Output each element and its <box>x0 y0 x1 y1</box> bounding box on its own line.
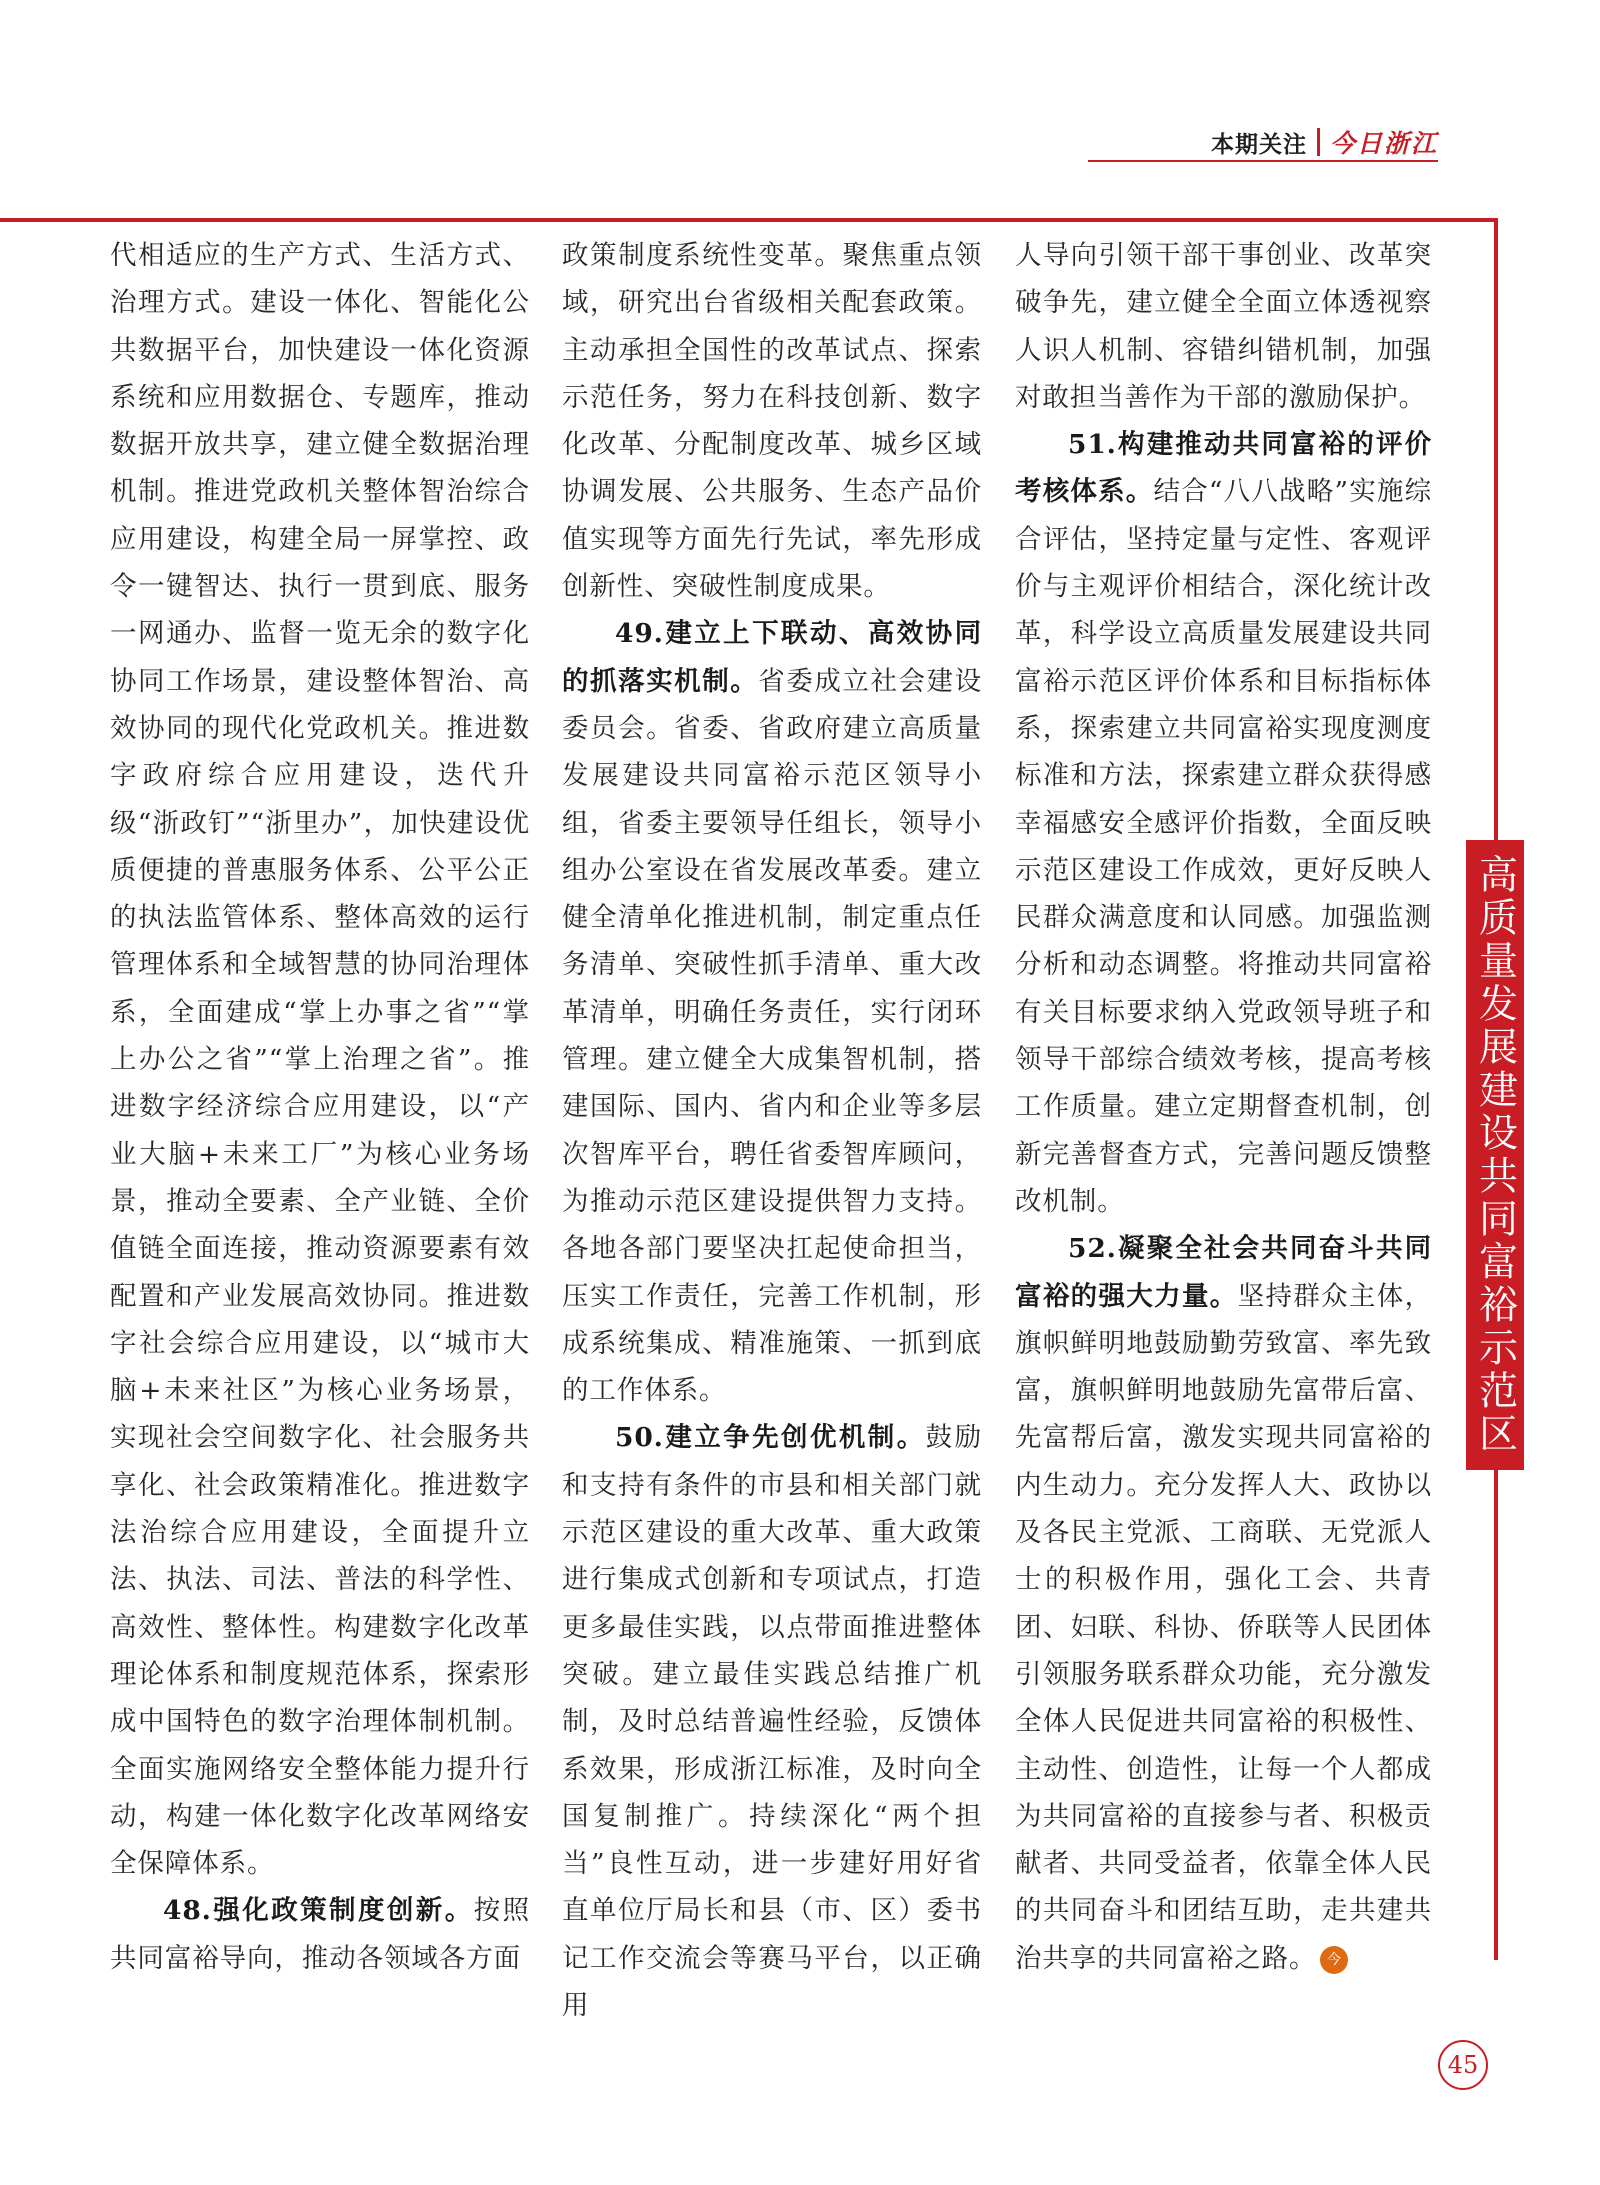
item-heading: 50.建立争先创优机制。 <box>615 1422 926 1454</box>
paragraph: 政策制度系统性变革。聚焦重点领域，研究出台省级相关配套政策。主动承担全国性的改革试点、探索示范任务，努力在科技创新、数字化改革、分配制度改革、城乡区域协调发展、公共服务、生态产品价值实现等方面先行先试，率先形成创新性、突破性制度成果。 <box>562 240 982 603</box>
paragraph: 代相适应的生产方式、生活方式、治理方式。建设一体化、智能化公共数据平台，加快建设一体化资源系统和应用数据仓、专题库，推动数据开放共享，建立健全数据治理机制。推进党政机关整体智治综合应用建设，构建全局一屏掌控、政令一键智达、执行一贯到底、服务一网通办、监督一览无余的数字化协同工作场景，建设整体智治、高效协同的现代化党政机关。推进数字政府综合应用建设，迭代升级“浙政钉”“浙里办”，加快建设优质便捷的普惠服务体系、公平公正的执法监管体系、整体高效的运行管理体系和全域智慧的协同治理体系，全面建成“掌上办事之省”“掌上办公之省”“掌上治理之省”。推进数字经济综合应用建设，以“产业大脑+未来工厂”为核心业务场景，推动全要素、全产业链、全价值链全面连接，推动资源要素有效配置和产业发展高效协同。推进数字社会综合应用建设，以“城市大脑+未来社区”为核心业务场景，实现社会空间数字化、社会服务共享化、社会政策精准化。推进数字法治综合应用建设，全面提升立法、执法、司法、普法的科学性、高效性、整体性。构建数字化改革理论体系和制度规范体系，探索形成中国特色的数字治理体制机制。全面实施网络安全整体能力提升行动，构建一体化数字化改革网络安全保障体系。 <box>110 240 530 1880</box>
section-side-tab <box>1466 840 1524 1470</box>
paragraph-body: 按照共同富裕导向，推动各领域各方面 <box>110 1895 530 1974</box>
paragraph <box>110 1887 530 1982</box>
section-label: 本期关注 <box>1210 131 1307 158</box>
paragraph-body: 结合“八八战略”实施综合评估，坚持定量与定性、客观评价与主观评价相结合，深化统计改革，科学设立高质量发展建设共同富裕示范区评价体系和目标指标体系，探索建立共同富裕实现度测度标准和方法，探索建立群众获得感幸福感安全感评价指数，全面反映示范区建设工作成效，更好反映人民群众满意度和认同感。加强监测分析和动态调整。将推动共同富裕有关目标要求纳入党政领导班子和领导干部综合绩效考核，提高考核工作质量。建立定期督查机制，创新完善督查方式，完善问题反馈整改机制。 <box>1015 476 1432 1217</box>
article-end-icon: 今 <box>1320 1946 1348 1974</box>
page-header <box>1088 125 1438 159</box>
paragraph <box>562 610 982 1414</box>
paragraph <box>562 1414 982 2029</box>
magazine-logo: 今日浙江 <box>1329 129 1438 158</box>
paragraph: 人导向引领干部干事创业、改革突破争先，建立健全全面立体透视察人识人机制、容错纠错机制，加强对敢担当善作为干部的激励保护。 <box>1015 240 1432 413</box>
side-tab-text: 高质量发展建设共同富裕示范区 <box>1472 854 1518 1456</box>
frame-top-rule <box>0 218 1498 222</box>
item-heading: 49.建立上下联动、高效协同的抓落实机制。 <box>562 618 982 697</box>
item-heading: 51.构建推动共同富裕的评价考核体系。 <box>1015 429 1432 508</box>
page-number: 45 <box>1438 2040 1488 2090</box>
paragraph <box>1015 421 1432 1225</box>
paragraph-body: 省委成立社会建设委员会。省委、省政府建立高质量发展建设共同富裕示范区领导小组，省委主要领导任组长，领导小组办公室设在省发展改革委。建立健全清单化推进机制，制定重点任务清单、突破性抓手清单、重大改革清单，明确任务责任，实行闭环管理。建立健全大成集智机制，搭建国际、国内、省内和企业等多层次智库平台，聘任省委智库顾问，为推动示范区建设提供智力支持。各地各部门要坚决扛起使命担当，压实工作责任，完善工作机制，形成系统集成、精准施策、一抓到底的工作体系。 <box>562 665 982 1407</box>
paragraph-body: 鼓励和支持有条件的市县和相关部门就示范区建设的重大改革、重大政策进行集成式创新和专项试点，打造更多最佳实践，以点带面推进整体突破。建立最佳实践总结推广机制，及时总结普遍性经验，反馈体系效果，形成浙江标准，及时向全国复制推广。持续深化“两个担当”良性互动，进一步建好用好省直单位厅局长和县（市、区）委书记工作交流会等赛马平台，以正确用 <box>562 1422 982 2021</box>
header-separator <box>1317 128 1320 156</box>
header-rule <box>1088 160 1438 162</box>
paragraph-body: 坚持群众主体，旗帜鲜明地鼓励勤劳致富、率先致富，旗帜鲜明地鼓励先富带后富、先富帮后富，激发实现共同富裕的内生动力。充分发挥人大、政协以及各民主党派、工商联、无党派人士的积极作用，强化工会、共青团、妇联、科协、侨联等人民团体引领服务联系群众功能，充分激发全体人民促进共同富裕的积极性、主动性、创造性，让每一个人都成为共同富裕的直接参与者、积极贡献者、共同受益者，依靠全体人民的共同奋斗和团结互助，走共建共治共享的共同富裕之路。 <box>1015 1280 1432 1974</box>
text-column-3 <box>1015 232 1432 1972</box>
text-column-2 <box>562 232 982 2021</box>
text-column-1 <box>110 232 530 1972</box>
item-heading: 48.强化政策制度创新。 <box>163 1895 474 1927</box>
paragraph <box>1015 1225 1432 1982</box>
item-heading: 52.凝聚全社会共同奋斗共同富裕的强大力量。 <box>1015 1233 1432 1312</box>
